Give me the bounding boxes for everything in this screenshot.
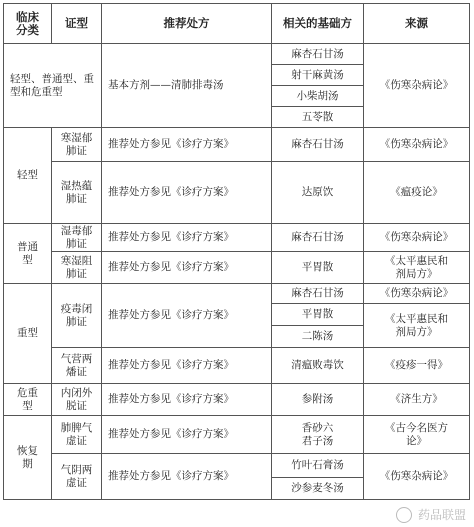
table-row [4, 44, 470, 65]
watermark [396, 506, 466, 524]
source-cell: 《伤寒杂病论》 [364, 224, 470, 252]
source-cell: 《伤寒杂病论》 [364, 44, 470, 128]
syndrome-cell: 肺脾气 虚证 [52, 416, 102, 454]
severity-cell: 危重 型 [4, 384, 52, 416]
prescription-cell: 推荐处方参见《诊疗方案》 [102, 128, 272, 162]
source-cell: 《太平惠民和 剂局方》 [364, 304, 470, 348]
basic-formula-cell: 参附汤 [272, 384, 364, 416]
syndrome-cell: 气营两 燔证 [52, 348, 102, 384]
severity-cell: 普通 型 [4, 224, 52, 284]
table-header-row [4, 4, 470, 44]
syndrome-cell: 寒湿阻 肺证 [52, 252, 102, 284]
syndrome-cell: 湿热蕴 肺证 [52, 162, 102, 224]
basic-formula-cell: 二陈汤 [272, 326, 364, 348]
syndrome-cell: 寒湿郁 肺证 [52, 128, 102, 162]
basic-formula-cell: 射干麻黄汤 [272, 65, 364, 86]
basic-formula-cell: 平胃散 [272, 304, 364, 326]
table-row [4, 454, 470, 478]
prescription-cell: 推荐处方参见《诊疗方案》 [102, 284, 272, 348]
syndrome-cell: 内闭外 脱证 [52, 384, 102, 416]
header-syndrome: 证型 [52, 4, 102, 44]
source-cell: 《伤寒杂病论》 [364, 128, 470, 162]
syndrome-cell: 湿毒郁 肺证 [52, 224, 102, 252]
basic-formula-cell: 沙参麦冬汤 [272, 478, 364, 500]
basic-formula-cell: 麻杏石甘汤 [272, 44, 364, 65]
prescription-cell: 推荐处方参见《诊疗方案》 [102, 416, 272, 454]
table-row [4, 384, 470, 416]
table-row [4, 252, 470, 284]
basic-formula-cell: 清瘟败毒饮 [272, 348, 364, 384]
severity-cell: 轻型 [4, 128, 52, 224]
prescription-cell: 基本方剂——清肺排毒汤 [102, 44, 272, 128]
watermark-logo-icon [396, 507, 412, 523]
source-cell: 《太平惠民和 剂局方》 [364, 252, 470, 284]
table-row [4, 416, 470, 454]
watermark-text: 药品联盟 [417, 507, 466, 522]
table-row [4, 284, 470, 304]
source-cell: 《古今名医方 论》 [364, 416, 470, 454]
header-source: 来源 [364, 4, 470, 44]
basic-formula-cell: 五苓散 [272, 107, 364, 128]
prescription-cell: 推荐处方参见《诊疗方案》 [102, 384, 272, 416]
prescription-cell: 推荐处方参见《诊疗方案》 [102, 454, 272, 500]
prescription-cell: 推荐处方参见《诊疗方案》 [102, 252, 272, 284]
prescription-cell: 推荐处方参见《诊疗方案》 [102, 224, 272, 252]
syndrome-cell: 气阴两 虚证 [52, 454, 102, 500]
severity-cell: 重型 [4, 284, 52, 384]
table-row [4, 128, 470, 162]
basic-formula-cell: 达原饮 [272, 162, 364, 224]
table-row [4, 224, 470, 252]
source-cell: 《济生方》 [364, 384, 470, 416]
severity-cell: 轻型、普通型、重型和危重型 [4, 44, 102, 128]
basic-formula-cell: 香砂六 君子汤 [272, 416, 364, 454]
basic-formula-cell: 小柴胡汤 [272, 86, 364, 107]
prescription-cell: 推荐处方参见《诊疗方案》 [102, 162, 272, 224]
header-prescription: 推荐处方 [102, 4, 272, 44]
prescription-cell: 推荐处方参见《诊疗方案》 [102, 348, 272, 384]
header-severity: 临床 分类 [4, 4, 52, 44]
basic-formula-cell: 麻杏石甘汤 [272, 284, 364, 304]
severity-cell: 恢复 期 [4, 416, 52, 500]
prescription-table [3, 3, 470, 500]
source-cell: 《疫疹一得》 [364, 348, 470, 384]
header-basic-formula: 相关的基础方 [272, 4, 364, 44]
source-cell: 《瘟疫论》 [364, 162, 470, 224]
basic-formula-cell: 平胃散 [272, 252, 364, 284]
basic-formula-cell: 麻杏石甘汤 [272, 224, 364, 252]
table-row [4, 162, 470, 224]
table-row [4, 348, 470, 384]
basic-formula-cell: 麻杏石甘汤 [272, 128, 364, 162]
source-cell: 《伤寒杂病论》 [364, 284, 470, 304]
source-cell: 《伤寒杂病论》 [364, 454, 470, 500]
syndrome-cell: 疫毒闭 肺证 [52, 284, 102, 348]
basic-formula-cell: 竹叶石膏汤 [272, 454, 364, 478]
